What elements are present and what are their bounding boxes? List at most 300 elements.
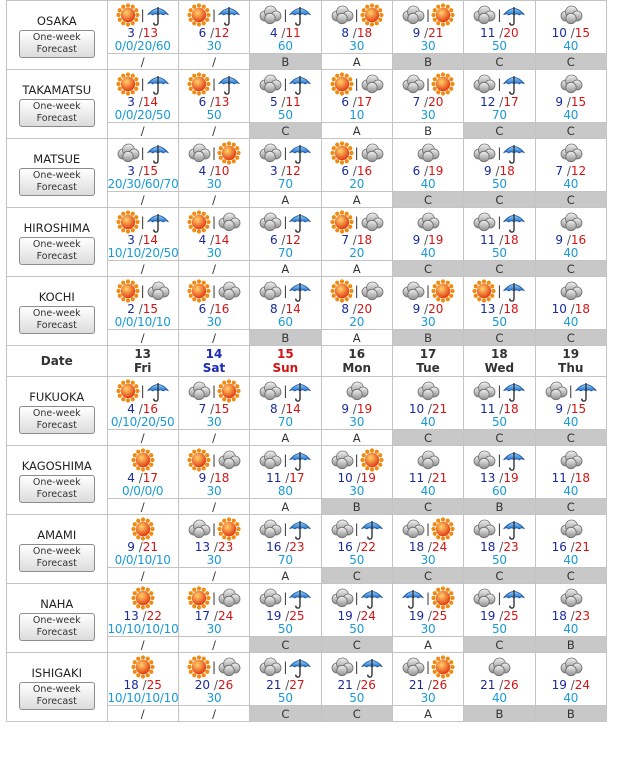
temp-max: 24: [574, 678, 590, 692]
icon-separator: |: [283, 522, 288, 536]
temp-slash: /: [348, 95, 357, 109]
temp-max: 21: [142, 540, 159, 554]
cloud-icon: [258, 656, 282, 678]
sun-icon: [131, 655, 155, 679]
temp-max: 12: [214, 26, 230, 40]
icon-separator: |: [354, 146, 359, 160]
city-cell: [7, 277, 108, 346]
cloud-icon: [416, 211, 440, 233]
forecast-cell: [107, 70, 178, 123]
icon-separator: |: [283, 453, 288, 467]
precip-probability: 30: [420, 691, 436, 705]
cloud-icon: [217, 656, 241, 678]
cloud-icon: [330, 4, 354, 26]
one-week-forecast-button[interactable]: One-week Forecast: [19, 237, 95, 265]
precip-probability: 40: [420, 246, 436, 260]
forecast-cell: [107, 515, 178, 568]
precip-probability: 30: [349, 39, 365, 53]
reliability-cell: C: [250, 637, 321, 653]
umbrella-icon: [502, 379, 526, 403]
temp-min: 9: [555, 95, 564, 109]
city-cell: [7, 1, 108, 70]
umbrella-icon: [217, 3, 241, 27]
precip-probability: 50: [349, 691, 365, 705]
cloud-icon: [472, 211, 496, 233]
forecast-group-top: [7, 1, 607, 346]
reliability-cell: /: [107, 123, 178, 139]
forecast-cell: [178, 653, 249, 706]
umbrella-icon: [401, 586, 425, 610]
precip-probability: 50: [349, 622, 365, 636]
temp-slash: /: [563, 95, 571, 109]
temp-max: 19: [428, 164, 444, 178]
one-week-forecast-button[interactable]: One-week Forecast: [19, 406, 95, 434]
temp-slash: /: [424, 540, 432, 554]
precip-probability: 30: [420, 39, 436, 53]
reliability-cell: C: [464, 192, 535, 208]
city-name: AMAMI: [37, 527, 77, 542]
reliability-cell: /: [107, 499, 178, 515]
weather-icons: [108, 210, 178, 234]
temp-max: 18: [356, 26, 373, 40]
precip-probability: 40: [563, 39, 579, 53]
cloud-icon: [217, 211, 241, 233]
city-name: OSAKA: [36, 13, 77, 28]
reliability-cell: /: [107, 568, 178, 584]
temp-slash: /: [424, 609, 432, 623]
one-week-forecast-button[interactable]: One-week Forecast: [19, 475, 95, 503]
forecast-cell: [321, 653, 392, 706]
city-row-matsue: [7, 139, 607, 192]
precip-probability: 80: [277, 484, 293, 498]
temp-slash: /: [281, 609, 290, 623]
forecast-cell: [321, 208, 392, 261]
cloud-icon: [258, 211, 282, 233]
temp-min: 21: [337, 678, 353, 692]
temp-slash: /: [495, 609, 504, 623]
sun-icon: [330, 72, 354, 96]
temp-min: 11: [408, 471, 425, 485]
cloud-icon: [559, 211, 583, 233]
icon-separator: |: [497, 522, 502, 536]
temp-slash: /: [210, 678, 218, 692]
reliability-cell: B: [321, 499, 392, 515]
cloud-icon: [472, 73, 496, 95]
cloud-icon: [416, 142, 440, 164]
temp-max: 14: [142, 233, 159, 247]
temp-slash: /: [563, 164, 571, 178]
temp-slash: /: [281, 678, 290, 692]
weather-icons: [393, 517, 463, 541]
temp-max: 18: [356, 233, 373, 247]
icon-separator: |: [140, 215, 145, 229]
umbrella-icon: [217, 72, 241, 96]
umbrella-icon: [288, 72, 312, 96]
precip-probability: 50: [491, 315, 507, 329]
forecast-cell: [107, 446, 178, 499]
weather-icons: [108, 3, 178, 27]
weather-icons: [250, 448, 320, 472]
temp-max: 18: [503, 402, 519, 416]
umbrella-icon: [288, 586, 312, 610]
temp-max: 19: [356, 402, 373, 416]
reliability-cell: C: [464, 123, 535, 139]
sun-icon: [330, 141, 354, 165]
temp-min: 18: [123, 678, 139, 692]
reliability-cell: A: [321, 54, 392, 70]
sun-icon: [431, 655, 455, 679]
forecast-table: [6, 0, 607, 722]
forecast-cell: [107, 208, 178, 261]
icon-separator: |: [426, 522, 431, 536]
temp-slash: /: [424, 402, 432, 416]
cloud-icon: [401, 4, 425, 26]
reliability-cell: /: [178, 261, 249, 277]
sun-icon: [116, 379, 140, 403]
temp-min: 19: [337, 609, 353, 623]
reliability-cell: /: [178, 499, 249, 515]
forecast-cell: [464, 515, 535, 568]
sun-icon: [472, 279, 496, 303]
forecast-cell: [250, 653, 321, 706]
day-of-week: Thu: [558, 361, 584, 375]
reliability-cell: A: [392, 637, 463, 653]
temp-slash: /: [566, 678, 575, 692]
temp-min: 6: [341, 164, 349, 178]
weather-icons: [179, 279, 249, 303]
icon-separator: |: [426, 8, 431, 22]
forecast-cell: [464, 446, 535, 499]
weather-icons: [393, 379, 463, 403]
temp-max: 24: [360, 609, 376, 623]
cloud-icon: [401, 518, 425, 540]
one-week-forecast-button[interactable]: One-week Forecast: [19, 682, 95, 710]
reliability-cell: A: [321, 330, 392, 346]
city-row-amami: [7, 515, 607, 568]
precip-probability: 20/30/60/70: [107, 177, 179, 191]
city-name: NAHA: [40, 596, 74, 611]
city-cell: [7, 208, 108, 277]
precip-probability: 50: [491, 553, 507, 567]
temp-slash: /: [420, 95, 429, 109]
temp-max: 10: [214, 164, 230, 178]
date-cell: [107, 346, 178, 377]
temp-min: 7: [198, 402, 207, 416]
icon-separator: |: [283, 591, 288, 605]
day-of-week: Mon: [342, 361, 372, 375]
reliability-cell: B: [464, 499, 535, 515]
icon-separator: |: [497, 591, 502, 605]
temp-slash: /: [134, 540, 143, 554]
sun-icon: [431, 279, 455, 303]
icon-separator: |: [283, 384, 288, 398]
temp-max: 24: [431, 540, 448, 554]
weather-icons: [250, 517, 320, 541]
precip-probability: 70: [491, 108, 507, 122]
weather-icons: [393, 72, 463, 96]
reliability-cell: C: [464, 261, 535, 277]
reliability-cell: /: [107, 706, 178, 722]
temp-max: 23: [289, 540, 305, 554]
reliability-cell: A: [392, 706, 463, 722]
temp-max: 13: [142, 26, 159, 40]
icon-separator: |: [497, 215, 502, 229]
forecast-cell: [107, 1, 178, 54]
sun-icon: [360, 3, 384, 27]
weather-icons: [179, 72, 249, 96]
forecast-cell: [464, 208, 535, 261]
one-week-forecast-button[interactable]: One-week Forecast: [19, 613, 95, 641]
forecast-cell: [107, 139, 178, 192]
weather-icons: [536, 3, 606, 27]
precip-probability: 50: [206, 108, 222, 122]
one-week-forecast-button[interactable]: One-week Forecast: [19, 168, 95, 196]
precip-probability: 50: [277, 108, 293, 122]
precip-probability: 40: [563, 108, 579, 122]
forecast-cell: [535, 1, 606, 54]
icon-separator: |: [354, 453, 359, 467]
temp-min: 9: [555, 233, 564, 247]
umbrella-icon: [502, 210, 526, 234]
temp-slash: /: [495, 233, 504, 247]
temp-slash: /: [134, 302, 143, 316]
reliability-cell: A: [250, 430, 321, 446]
temp-slash: /: [563, 233, 571, 247]
reliability-cell: A: [250, 499, 321, 515]
precip-probability: 40: [420, 415, 436, 429]
umbrella-icon: [288, 141, 312, 165]
one-week-forecast-button[interactable]: One-week Forecast: [19, 99, 95, 127]
weather-icons: [322, 72, 392, 96]
reliability-cell: B: [392, 330, 463, 346]
cloud-icon: [472, 380, 496, 402]
precip-probability: 30: [206, 177, 222, 191]
weather-icons: [108, 72, 178, 96]
forecast-cell: [535, 208, 606, 261]
weather-icons: [108, 279, 178, 303]
temp-max: 25: [503, 609, 519, 623]
city-row-hiroshima: [7, 208, 607, 261]
reliability-cell: C: [464, 330, 535, 346]
precip-probability: 30: [206, 484, 222, 498]
reliability-cell: A: [321, 123, 392, 139]
forecast-cell: [321, 70, 392, 123]
forecast-cell: [535, 70, 606, 123]
temp-min: 9: [341, 402, 349, 416]
umbrella-icon: [146, 3, 170, 27]
temp-min: 11: [480, 233, 496, 247]
weather-icons: [108, 517, 178, 541]
one-week-forecast-button[interactable]: One-week Forecast: [19, 30, 95, 58]
weather-icons: [179, 655, 249, 679]
temp-slash: /: [495, 540, 504, 554]
temp-slash: /: [420, 233, 429, 247]
temp-max: 25: [289, 609, 305, 623]
date-number: 15: [277, 347, 294, 361]
temp-min: 10: [551, 26, 567, 40]
temp-max: 22: [146, 609, 162, 623]
temp-min: 19: [408, 609, 425, 623]
sun-icon: [116, 72, 140, 96]
weather-icons: [393, 279, 463, 303]
temp-slash: /: [352, 540, 361, 554]
temp-min: 7: [341, 233, 349, 247]
cloud-icon: [559, 73, 583, 95]
umbrella-icon: [502, 448, 526, 472]
precip-probability: 10: [349, 108, 365, 122]
temp-slash: /: [134, 471, 143, 485]
umbrella-icon: [146, 210, 170, 234]
icon-separator: |: [283, 77, 288, 91]
weather-icons: [464, 586, 534, 610]
reliability-cell: /: [107, 261, 178, 277]
temp-max: 12: [570, 164, 587, 178]
icon-separator: |: [568, 384, 573, 398]
temp-max: 12: [285, 233, 301, 247]
precip-probability: 0/0/0/0: [122, 484, 164, 498]
precip-probability: 30: [206, 622, 222, 636]
forecast-cell: [321, 139, 392, 192]
precip-probability: 50: [277, 622, 293, 636]
temp-min: 18: [408, 540, 425, 554]
weather-icons: [250, 655, 320, 679]
temp-max: 15: [570, 95, 587, 109]
sun-icon: [116, 279, 140, 303]
temp-min: 9: [198, 471, 207, 485]
temp-max: 18: [214, 471, 230, 485]
temp-slash: /: [348, 233, 357, 247]
weather-icons: [322, 448, 392, 472]
reliability-cell: C: [535, 330, 606, 346]
reliability-cell: A: [321, 261, 392, 277]
temp-max: 19: [503, 471, 519, 485]
forecast-cell: [535, 653, 606, 706]
temp-min: 2: [127, 302, 135, 316]
reliability-cell: C: [250, 706, 321, 722]
cloud-icon: [559, 587, 583, 609]
cloud-icon: [258, 380, 282, 402]
temp-min: 6: [412, 164, 421, 178]
temp-min: 18: [551, 609, 567, 623]
one-week-forecast-button[interactable]: One-week Forecast: [19, 544, 95, 572]
weather-icons: [322, 655, 392, 679]
temp-min: 5: [269, 95, 278, 109]
umbrella-icon: [288, 3, 312, 27]
temp-slash: /: [566, 26, 575, 40]
weather-icons: [322, 141, 392, 165]
cloud-icon: [472, 449, 496, 471]
day-of-week: Sun: [272, 361, 299, 375]
temp-min: 13: [194, 540, 211, 554]
sun-icon: [431, 517, 455, 541]
weather-icons: [250, 3, 320, 27]
forecast-cell: [321, 446, 392, 499]
reliability-cell: C: [392, 499, 463, 515]
temp-min: 9: [127, 540, 135, 554]
temp-max: 18: [574, 471, 590, 485]
forecast-cell: [392, 139, 463, 192]
reliability-cell: B: [392, 123, 463, 139]
cloud-icon: [360, 142, 384, 164]
temp-min: 6: [198, 95, 207, 109]
temp-max: 26: [217, 678, 234, 692]
reliability-cell: /: [107, 192, 178, 208]
weather-icons: [108, 379, 178, 403]
forecast-cell: [535, 277, 606, 330]
temp-min: 3: [127, 164, 135, 178]
temp-slash: /: [495, 26, 504, 40]
city-row-kagoshima: [7, 446, 607, 499]
umbrella-icon: [502, 279, 526, 303]
temp-max: 18: [503, 233, 519, 247]
icon-separator: |: [497, 384, 502, 398]
reliability-cell: /: [107, 430, 178, 446]
precip-probability: 10/10/10/10: [107, 691, 179, 705]
temp-min: 17: [194, 609, 211, 623]
weather-icons: [393, 3, 463, 27]
weather-icons: [322, 210, 392, 234]
temp-min: 3: [269, 164, 278, 178]
umbrella-icon: [502, 517, 526, 541]
forecast-cell: [250, 139, 321, 192]
temp-slash: /: [206, 164, 215, 178]
precip-probability: 20: [349, 246, 365, 260]
temp-min: 10: [408, 402, 425, 416]
weather-icons: [536, 72, 606, 96]
umbrella-icon: [288, 517, 312, 541]
temp-slash: /: [566, 609, 575, 623]
date-header-group: [7, 346, 607, 377]
weather-icons: [536, 141, 606, 165]
precip-probability: 30: [349, 484, 365, 498]
precip-probability: 30: [206, 246, 222, 260]
precip-probability: 30: [206, 553, 222, 567]
icon-separator: |: [354, 215, 359, 229]
cloud-icon: [544, 380, 568, 402]
temp-slash: /: [281, 540, 290, 554]
reliability-cell: C: [464, 430, 535, 446]
temp-slash: /: [277, 26, 286, 40]
icon-separator: |: [211, 146, 217, 160]
weather-icons: [393, 655, 463, 679]
temp-slash: /: [491, 164, 500, 178]
day-of-week: Wed: [484, 361, 515, 375]
reliability-cell: B: [250, 330, 321, 346]
weather-icons: [179, 3, 249, 27]
temp-max: 15: [574, 26, 590, 40]
icon-separator: |: [211, 77, 217, 91]
city-row-takamatsu: [7, 70, 607, 123]
temp-max: 16: [570, 233, 587, 247]
forecast-cell: [464, 70, 535, 123]
reliability-cell: A: [250, 192, 321, 208]
temp-max: 21: [431, 402, 448, 416]
temp-min: 21: [408, 678, 425, 692]
icon-separator: |: [497, 453, 502, 467]
reliability-cell: B: [535, 637, 606, 653]
temp-slash: /: [348, 164, 357, 178]
one-week-forecast-button[interactable]: One-week Forecast: [19, 306, 95, 334]
city-row-ishigaki: [7, 653, 607, 706]
weather-icons: [108, 141, 178, 165]
cloud-icon: [258, 449, 282, 471]
cloud-icon: [472, 142, 496, 164]
cloud-icon: [559, 518, 583, 540]
temp-max: 20: [428, 95, 444, 109]
temp-slash: /: [495, 402, 504, 416]
temp-min: 18: [480, 540, 496, 554]
temp-slash: /: [348, 302, 357, 316]
